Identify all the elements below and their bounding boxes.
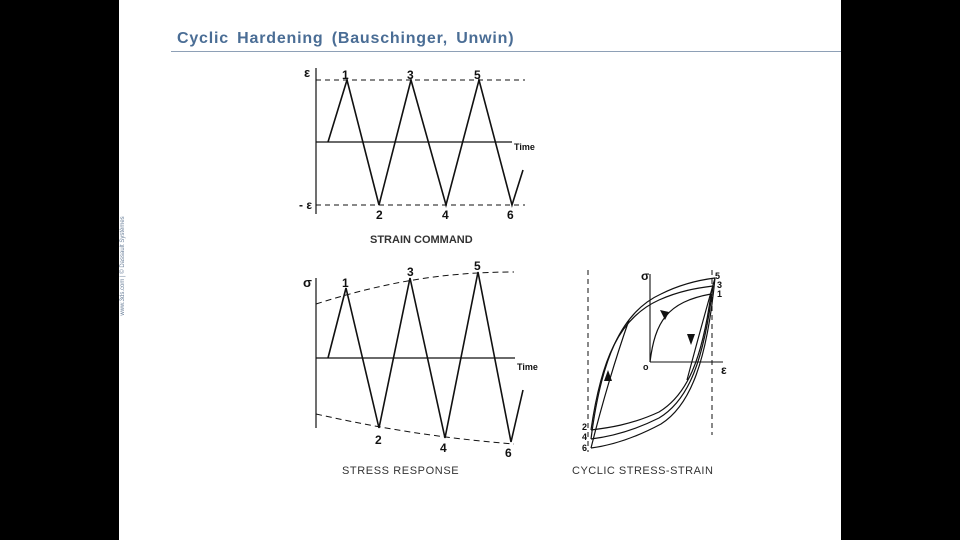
loop-top-label-1: 1 xyxy=(717,289,723,299)
copyright-note: www.3ds.com | © Dassault Systèmes xyxy=(120,216,126,316)
strain-neg-label: - ε xyxy=(299,198,313,212)
cyclic-hardening-diagram xyxy=(119,0,841,540)
stress-trough-6: 6 xyxy=(505,446,512,460)
stress-y-label: σ xyxy=(303,275,312,290)
loop-origin-label: o xyxy=(643,362,649,372)
stress-peak-3: 3 xyxy=(407,265,414,279)
stress-waveform xyxy=(328,272,523,442)
cyclic-loop-plot xyxy=(588,270,723,452)
strain-peak-1: 1 xyxy=(342,68,349,82)
strain-peak-5: 5 xyxy=(474,68,481,82)
strain-trough-2: 2 xyxy=(376,208,383,222)
loop-top-label-5: 5 xyxy=(715,271,721,281)
strain-trough-6: 6 xyxy=(507,208,514,222)
loop-bottom-label-4: 4 xyxy=(582,432,588,442)
stress-lower-envelope xyxy=(316,414,514,444)
stress-peak-1: 1 xyxy=(342,276,349,290)
loop-x-label: ε xyxy=(721,363,727,377)
stress-response-plot xyxy=(316,272,523,444)
stress-trough-2: 2 xyxy=(375,433,382,447)
stress-trough-4: 4 xyxy=(440,441,447,455)
strain-trough-4: 4 xyxy=(442,208,449,222)
slide-title: Cyclic Hardening (Bauschinger, Unwin) xyxy=(177,30,515,47)
slide xyxy=(119,0,841,540)
loop-caption: CYCLIC STRESS-STRAIN xyxy=(572,465,714,477)
loop-right-slope xyxy=(687,278,715,380)
stress-caption: STRESS RESPONSE xyxy=(342,465,460,477)
strain-caption: STRAIN COMMAND xyxy=(370,234,473,246)
loop-bottom-label-6: 6 xyxy=(582,443,588,453)
loop-bottom-label-2: 2 xyxy=(582,422,588,432)
loop-y-label: σ xyxy=(641,269,650,283)
stress-peak-5: 5 xyxy=(474,259,481,273)
strain-y-label: ε xyxy=(304,65,311,80)
loop-arrow-left-icon xyxy=(660,310,669,320)
strain-command-plot xyxy=(316,68,525,214)
strain-peak-3: 3 xyxy=(407,68,414,82)
loop-arrow-down-icon xyxy=(687,334,695,345)
loop-top-label-3: 3 xyxy=(717,280,723,290)
stress-x-label: Time xyxy=(517,362,538,372)
loop-initial-curve xyxy=(650,294,711,362)
strain-x-label: Time xyxy=(514,142,535,152)
